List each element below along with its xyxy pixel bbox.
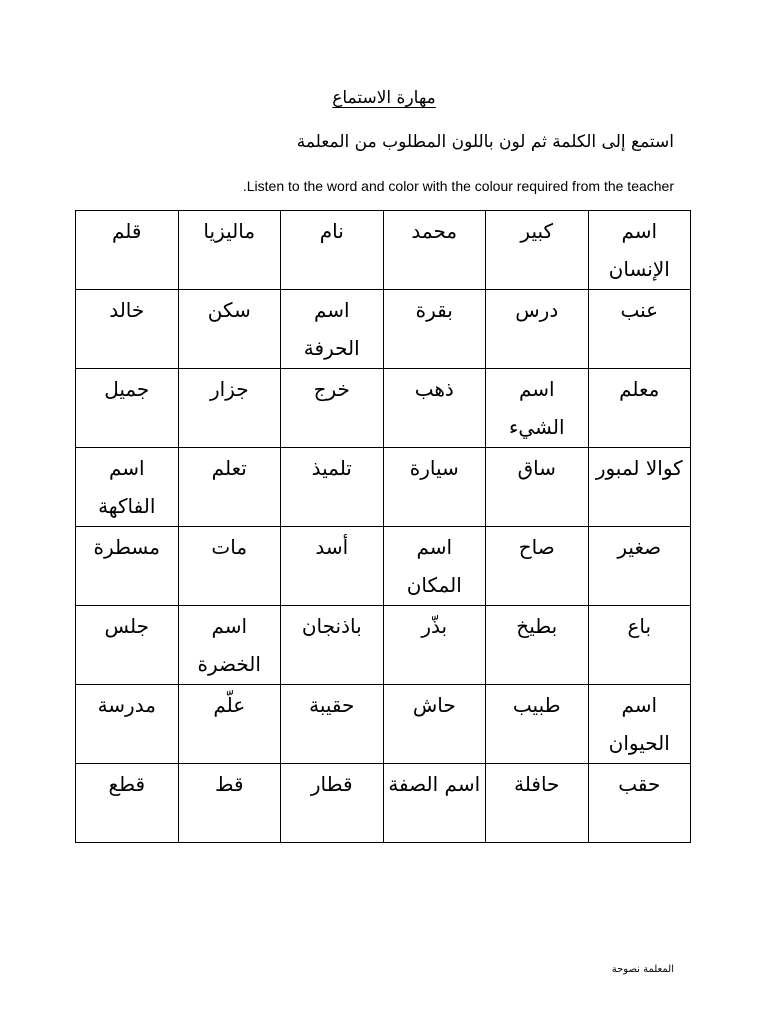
- word-cell[interactable]: جلس: [76, 606, 179, 685]
- word-cell[interactable]: بطيخ: [486, 606, 589, 685]
- word-cell[interactable]: قط: [178, 764, 281, 843]
- word-cell[interactable]: تلميذ: [281, 448, 384, 527]
- grid-row: [76, 606, 691, 685]
- teacher-signature: المعلمة نصوحة: [611, 964, 674, 975]
- word-cell[interactable]: جميل: [76, 369, 179, 448]
- word-cell[interactable]: سيارة: [383, 448, 486, 527]
- grid-row: [76, 211, 691, 290]
- word-cell[interactable]: محمد: [383, 211, 486, 290]
- word-cell[interactable]: مات: [178, 527, 281, 606]
- word-cell[interactable]: اسم الحرفة: [281, 290, 384, 369]
- word-cell[interactable]: كبير: [486, 211, 589, 290]
- word-cell[interactable]: نام: [281, 211, 384, 290]
- word-cell[interactable]: حقب: [588, 764, 691, 843]
- grid-row: [76, 290, 691, 369]
- word-cell[interactable]: معلم: [588, 369, 691, 448]
- word-cell[interactable]: قطع: [76, 764, 179, 843]
- grid-row: [76, 685, 691, 764]
- word-cell[interactable]: جزار: [178, 369, 281, 448]
- word-cell[interactable]: سكن: [178, 290, 281, 369]
- word-cell[interactable]: صغير: [588, 527, 691, 606]
- word-cell[interactable]: ماليزيا: [178, 211, 281, 290]
- word-cell[interactable]: اسم الصفة: [383, 764, 486, 843]
- word-cell[interactable]: اسم الفاكهة: [76, 448, 179, 527]
- word-cell[interactable]: خالد: [76, 290, 179, 369]
- instruction-english: .Listen to the word and color with the colour required from the teacher: [242, 178, 674, 194]
- word-cell[interactable]: ساق: [486, 448, 589, 527]
- word-cell[interactable]: أسد: [281, 527, 384, 606]
- word-cell[interactable]: قلم: [76, 211, 179, 290]
- word-cell[interactable]: باذنجان: [281, 606, 384, 685]
- word-cell[interactable]: اسم الحيوان: [588, 685, 691, 764]
- word-cell[interactable]: عنب: [588, 290, 691, 369]
- word-cell[interactable]: مدرسة: [76, 685, 179, 764]
- word-cell[interactable]: تعلم: [178, 448, 281, 527]
- word-cell[interactable]: باع: [588, 606, 691, 685]
- word-cell[interactable]: بذّر: [383, 606, 486, 685]
- word-cell[interactable]: قطار: [281, 764, 384, 843]
- worksheet-title-text: مهارة الاستماع: [332, 88, 436, 108]
- word-grid: [75, 210, 691, 843]
- word-cell[interactable]: اسم الخضرة: [178, 606, 281, 685]
- grid-row: [76, 369, 691, 448]
- word-cell[interactable]: مسطرة: [76, 527, 179, 606]
- word-cell[interactable]: كوالا لمبور: [588, 448, 691, 527]
- word-cell[interactable]: بقرة: [383, 290, 486, 369]
- word-cell[interactable]: صاح: [486, 527, 589, 606]
- word-cell[interactable]: خرج: [281, 369, 384, 448]
- word-cell[interactable]: اسم المكان: [383, 527, 486, 606]
- word-cell[interactable]: طبيب: [486, 685, 589, 764]
- worksheet-title: [0, 88, 768, 108]
- word-cell[interactable]: حاش: [383, 685, 486, 764]
- grid-row: [76, 764, 691, 843]
- word-cell[interactable]: ذهب: [383, 369, 486, 448]
- word-cell[interactable]: حقيبة: [281, 685, 384, 764]
- word-cell[interactable]: درس: [486, 290, 589, 369]
- instruction-arabic: استمع إلى الكلمة ثم لون باللون المطلوب من المعلمة: [296, 132, 674, 152]
- word-cell[interactable]: اسم الإنسان: [588, 211, 691, 290]
- word-cell[interactable]: حافلة: [486, 764, 589, 843]
- grid-row: [76, 448, 691, 527]
- grid-row: [76, 527, 691, 606]
- word-cell[interactable]: اسم الشيء: [486, 369, 589, 448]
- word-cell[interactable]: علّم: [178, 685, 281, 764]
